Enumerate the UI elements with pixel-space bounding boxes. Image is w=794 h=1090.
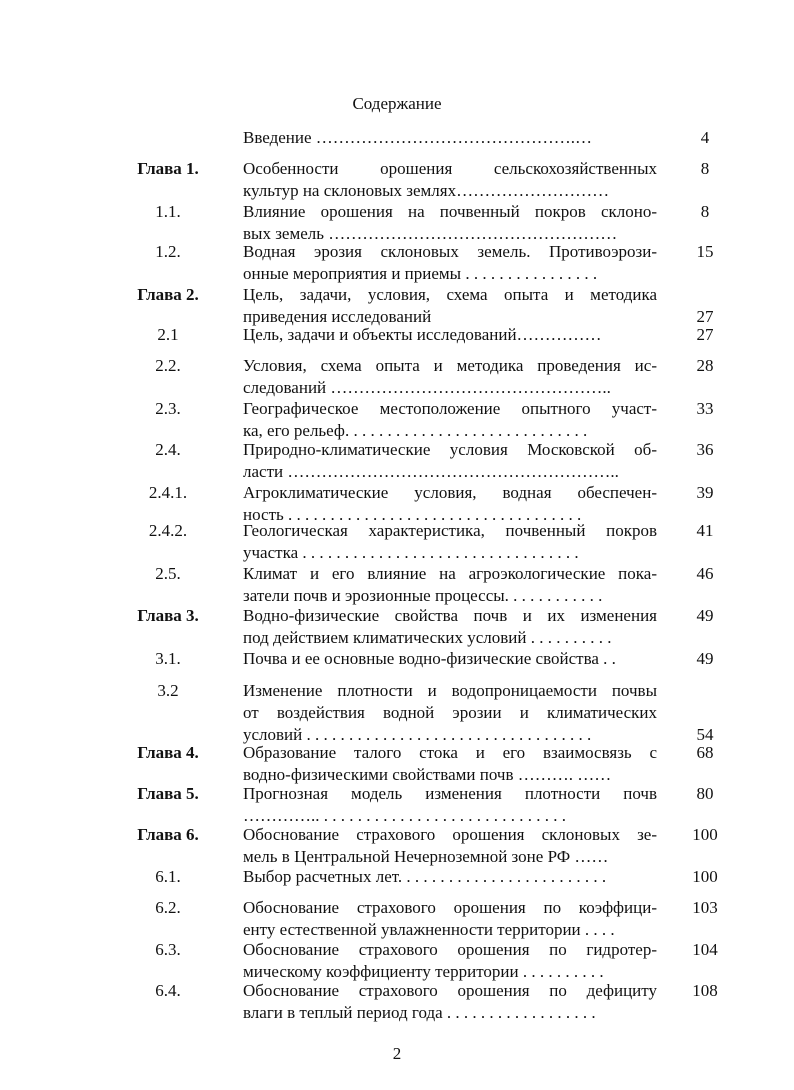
toc-entry-title-line: Климат и его влияние на агроэкологические пока- [243,564,657,583]
toc-entry-page: 46 [696,564,714,583]
toc-entry-title [243,866,657,888]
toc-entry-title-line: Выбор расчетных лет. . . . . . . . . . . . . . . . . . . . . . . . . [243,867,607,886]
toc-entry-title-line: влаги в теплый период года . . . . . . . . . . . . . . . . . . [243,1003,596,1022]
toc-entry-title-line: Водно-физические свойства почв и их изменения [243,606,657,625]
toc-entry-title [243,284,657,328]
toc-entry-title [243,648,657,670]
toc-entry-page: 15 [696,242,714,261]
toc-entry-page: 4 [700,128,710,147]
toc-entry-title-line: Обоснование страхового орошения по дефициту [243,981,657,1000]
toc-entry-page: 27 [696,307,714,326]
toc-entry-title-line: Географическое местоположение опытного участ- [243,399,657,418]
toc-entry-page: 33 [696,399,714,418]
toc-entry-number: 3.2 [157,681,179,700]
toc-entry-number: 1.1. [155,202,181,221]
toc-entry-number: 2.2. [155,356,181,375]
toc-entry-title-line: Обоснование страхового орошения по коэффици- [243,898,657,917]
toc-entry-number: 6.1. [155,867,181,886]
toc-entry-title [243,439,657,483]
toc-entry-page: 39 [696,483,714,502]
toc-entry-title-line: Агроклиматические условия, водная обеспечен- [243,483,657,502]
toc-entry-page: 28 [696,356,714,375]
toc-entry-title-line: Влияние орошения на почвенный покров склоно- [243,202,657,221]
toc-entry-title-line: культур на склоновых землях……………………… [243,181,610,200]
toc-entry-title-line: Геологическая характеристика, почвенный покров [243,521,657,540]
toc-entry-number: 2.3. [155,399,181,418]
toc-entry-title-line: мическому коэффициенту территории . . . . . . . . . . [243,962,604,981]
toc-entry-page: 8 [700,202,710,221]
toc-entry-title [243,742,657,786]
toc-entry-title-line: ность . . . . . . . . . . . . . . . . . . . . . . . . . . . . . . . . . . . [243,505,582,524]
toc-entry-title-line: под действием климатических условий . . . . . . . . . . [243,628,612,647]
toc-entry-title-line: приведения исследований [243,307,432,326]
toc-entry-title [243,783,657,827]
toc-entry-number: 2.4.1. [148,483,188,502]
toc-entry-number: 6.4. [155,981,181,1000]
toc-entry-number: Глава 4. [137,743,199,762]
toc-entry-title-line: Цель, задачи, условия, схема опыта и методика [243,285,657,304]
toc-entry-page: 80 [696,784,714,803]
toc-entry-page: 100 [692,867,718,886]
toc-entry-title-line: Условия, схема опыта и методика проведения ис- [243,356,657,375]
toc-entry-title-line: Обоснование страхового орошения склоновых зе- [243,825,657,844]
toc-entry-title-line: условий . . . . . . . . . . . . . . . . . . . . . . . . . . . . . . . . . . [243,725,592,744]
toc-entry-number: 6.3. [155,940,181,959]
toc-entry-title-line: ка, его рельеф. . . . . . . . . . . . . . . . . . . . . . . . . . . . . [243,421,588,440]
toc-entry-number: Глава 5. [137,784,199,803]
toc-entry-title [243,241,657,285]
toc-entry-title-line: Водная эрозия склоновых земель. Противоэрози- [243,242,657,261]
toc-entry-title-line: Изменение плотности и водопроницаемости почвы [243,681,657,700]
toc-entry-page: 8 [700,159,710,178]
toc-entry-title [243,939,657,983]
toc-entry-title-line: онные мероприятия и приемы . . . . . . . . . . . . . . . . [243,264,598,283]
toc-entry-title [243,824,657,868]
toc-entry-number: 2.4. [155,440,181,459]
toc-entry-title-line: Особенности орошения сельскохозяйственных [243,159,657,178]
toc-entry-page: 41 [696,521,714,540]
toc-entry-title [243,605,657,649]
toc-entry-title-line: Цель, задачи и объекты исследований…………… [243,325,602,344]
toc-entry-title [243,324,657,346]
toc-entry-title-line: Прогнозная модель изменения плотности почв [243,784,657,803]
toc-entry-page: 54 [696,725,714,744]
page-title: Содержание [352,94,442,113]
toc-entry-page: 104 [692,940,718,959]
toc-entry-title-line: ласти ………………………………………………….. [243,462,619,481]
toc-entry-number: 1.2. [155,242,181,261]
toc-entry-title [243,201,657,245]
toc-entry-page: 49 [696,649,714,668]
toc-entry-number: 2.1 [157,325,179,344]
toc-entry-title-line: Почва и ее основные водно-физические свойства . . [243,649,616,668]
toc-entry-title [243,158,657,202]
toc-entry-number: Глава 2. [137,285,199,304]
toc-entry-number: Глава 1. [137,159,199,178]
toc-entry-number: Глава 6. [137,825,199,844]
toc-entry-title-line: затели почв и эрозионные процессы. . . . . . . . . . . . [243,586,603,605]
toc-entry-title [243,980,657,1024]
toc-entry-title [243,897,657,941]
toc-entry-page: 27 [696,325,714,344]
toc-entry-title-line: от воздействия водной эрозии и климатических [243,703,657,722]
toc-entry-page: 68 [696,743,714,762]
toc-entry-title [243,680,657,746]
toc-entry-title-line: ………….. . . . . . . . . . . . . . . . . . . . . . . . . . . . . . [243,806,566,825]
toc-entry-number: 2.5. [155,564,181,583]
toc-entry-title-line: мель в Центральной Нечерноземной зоне РФ …… [243,847,609,866]
toc-entry-page: 49 [696,606,714,625]
toc-entry-title-line: Образование талого стока и его взаимосвязь с [243,743,657,762]
toc-entry-title [243,127,657,149]
toc-entry-title [243,398,657,442]
toc-entry-title-line: вых земель …………………………………………… [243,224,618,243]
toc-entry-number: 2.4.2. [148,521,188,540]
toc-entry-title-line: следований ………………………………………….. [243,378,611,397]
page-number: 2 [392,1044,402,1063]
toc-entry-page: 36 [696,440,714,459]
toc-entry-title [243,520,657,564]
toc-entry-page: 108 [692,981,718,1000]
toc-entry-number: Глава 3. [137,606,199,625]
toc-entry-title-line: Обоснование страхового орошения по гидротер- [243,940,657,959]
toc-entry-number: 3.1. [155,649,181,668]
toc-entry-title-line: енту естественной увлажненности территории . . . . [243,920,615,939]
toc-entry-title-line: участка . . . . . . . . . . . . . . . . . . . . . . . . . . . . . . . . . [243,543,579,562]
toc-entry-title [243,563,657,607]
toc-entry-number: 6.2. [155,898,181,917]
toc-entry-title [243,355,657,399]
toc-entry-page: 100 [692,825,718,844]
toc-entry-title-line: Введение ……………………………………….… [243,128,593,147]
toc-entry-title-line: Природно-климатические условия Московской об- [243,440,657,459]
toc-entry-page: 103 [692,898,718,917]
toc-entry-title-line: водно-физическими свойствами почв ………. …… [243,765,612,784]
